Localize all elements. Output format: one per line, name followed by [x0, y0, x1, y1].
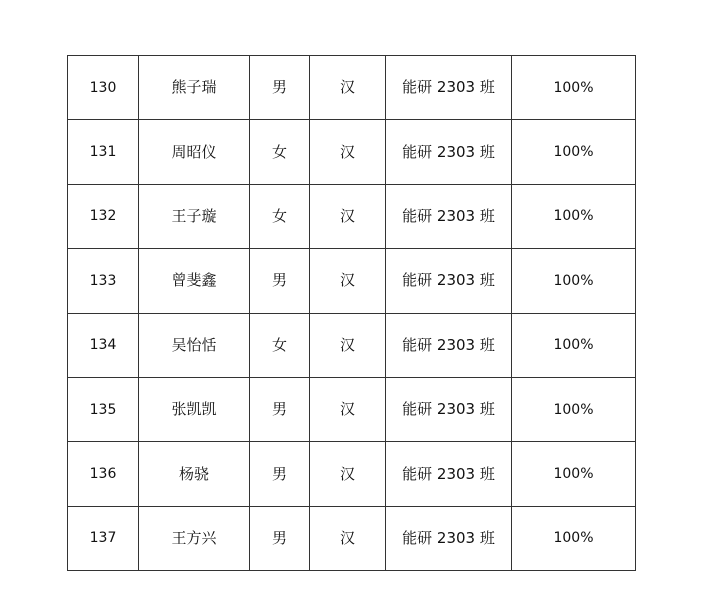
cell-percent: 100%	[512, 377, 636, 441]
cell-ethnicity: 汉	[310, 313, 386, 377]
cell-name: 张凯凯	[139, 377, 250, 441]
cell-ethnicity: 汉	[310, 249, 386, 313]
table-row	[68, 313, 636, 377]
cell-class: 能研 2303 班	[386, 377, 512, 441]
cell-id: 133	[68, 249, 139, 313]
cell-name: 王方兴	[139, 506, 250, 570]
table-row	[68, 377, 636, 441]
table-row	[68, 442, 636, 506]
cell-id: 135	[68, 377, 139, 441]
cell-class: 能研 2303 班	[386, 506, 512, 570]
cell-gender: 女	[250, 313, 310, 377]
cell-name: 吴怡恬	[139, 313, 250, 377]
cell-ethnicity: 汉	[310, 506, 386, 570]
cell-ethnicity: 汉	[310, 377, 386, 441]
cell-gender: 男	[250, 56, 310, 120]
cell-percent: 100%	[512, 506, 636, 570]
cell-name: 王子璇	[139, 184, 250, 248]
student-table	[67, 55, 636, 571]
cell-class: 能研 2303 班	[386, 249, 512, 313]
cell-class: 能研 2303 班	[386, 120, 512, 184]
cell-gender: 男	[250, 506, 310, 570]
cell-ethnicity: 汉	[310, 442, 386, 506]
table-row	[68, 249, 636, 313]
cell-class: 能研 2303 班	[386, 442, 512, 506]
cell-percent: 100%	[512, 313, 636, 377]
cell-percent: 100%	[512, 442, 636, 506]
cell-percent: 100%	[512, 249, 636, 313]
cell-percent: 100%	[512, 184, 636, 248]
cell-name: 杨骁	[139, 442, 250, 506]
cell-id: 132	[68, 184, 139, 248]
cell-name: 周昭仪	[139, 120, 250, 184]
cell-ethnicity: 汉	[310, 120, 386, 184]
cell-percent: 100%	[512, 56, 636, 120]
cell-percent: 100%	[512, 120, 636, 184]
cell-name: 曾斐鑫	[139, 249, 250, 313]
cell-id: 136	[68, 442, 139, 506]
cell-gender: 男	[250, 442, 310, 506]
cell-ethnicity: 汉	[310, 184, 386, 248]
cell-gender: 女	[250, 184, 310, 248]
table-row	[68, 56, 636, 120]
cell-gender: 男	[250, 377, 310, 441]
cell-id: 131	[68, 120, 139, 184]
cell-name: 熊子瑞	[139, 56, 250, 120]
cell-gender: 女	[250, 120, 310, 184]
cell-id: 130	[68, 56, 139, 120]
cell-class: 能研 2303 班	[386, 184, 512, 248]
cell-class: 能研 2303 班	[386, 56, 512, 120]
table-row	[68, 120, 636, 184]
cell-id: 134	[68, 313, 139, 377]
cell-gender: 男	[250, 249, 310, 313]
cell-class: 能研 2303 班	[386, 313, 512, 377]
cell-ethnicity: 汉	[310, 56, 386, 120]
cell-id: 137	[68, 506, 139, 570]
table-row	[68, 506, 636, 570]
table-row	[68, 184, 636, 248]
